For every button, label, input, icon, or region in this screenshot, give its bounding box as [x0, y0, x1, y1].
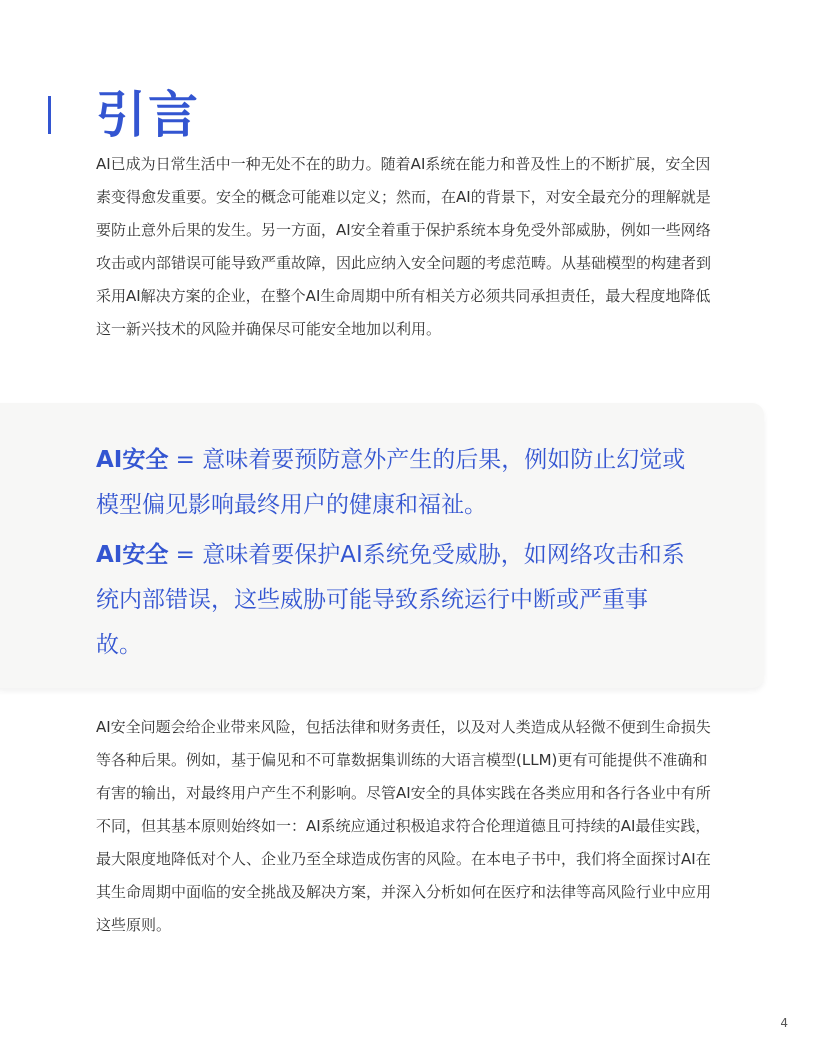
callout-definition-text: = 意味着要预防意外产生的后果，例如防止幻觉或模型偏见影响最终用户的健康和福祉。	[96, 447, 686, 518]
callout-definition-text: = 意味着要保护AI系统免受威胁，如网络攻击和系统内部错误，这些威胁可能导致系统运行中断或严重事故。	[96, 542, 685, 658]
callout-definition-1	[96, 438, 686, 528]
callout-definition-2	[96, 533, 686, 668]
callout-term: AI安全	[96, 542, 169, 568]
heading-accent-bar	[48, 96, 51, 134]
page-number: 4	[780, 1016, 788, 1030]
page-title: 引言	[96, 86, 200, 144]
intro-paragraph: AI已成为日常生活中一种无处不在的助力。随着AI系统在能力和普及性上的不断扩展，安全因素变得愈发重要。安全的概念可能难以定义；然而，在AI的背景下，对安全最充分的理解就是要防止意外后果的发生。另一方面，AI安全着重于保护系统本身免受外部威胁，例如一些网络攻击或内部错误可能导致严重故障，因此应纳入安全问题的考虑范畴。从基础模型的构建者到采用AI解决方案的企业，在整个AI生命周期中所有相关方必须共同承担责任，最大程度地降低这一新兴技术的风险并确保尽可能安全地加以利用。	[96, 155, 712, 338]
callout-term: AI安全	[96, 447, 169, 473]
body-paragraph: AI安全问题会给企业带来风险，包括法律和财务责任，以及对人类造成从轻微不便到生命损失等各种后果。例如，基于偏见和不可靠数据集训练的大语言模型(LLM)更有可能提供不准确和有害的输出，对最终用户产生不利影响。尽管AI安全的具体实践在各类应用和各行各业中有所不同，但其基本原则始终如一：AI系统应通过积极追求符合伦理道德且可持续的AI最佳实践，最大限度地降低对个人、企业乃至全球造成伤害的风险。在本电子书中，我们将全面探讨AI在其生命周期中面临的安全挑战及解决方案，并深入分析如何在医疗和法律等高风险行业中应用这些原则。	[96, 718, 712, 934]
